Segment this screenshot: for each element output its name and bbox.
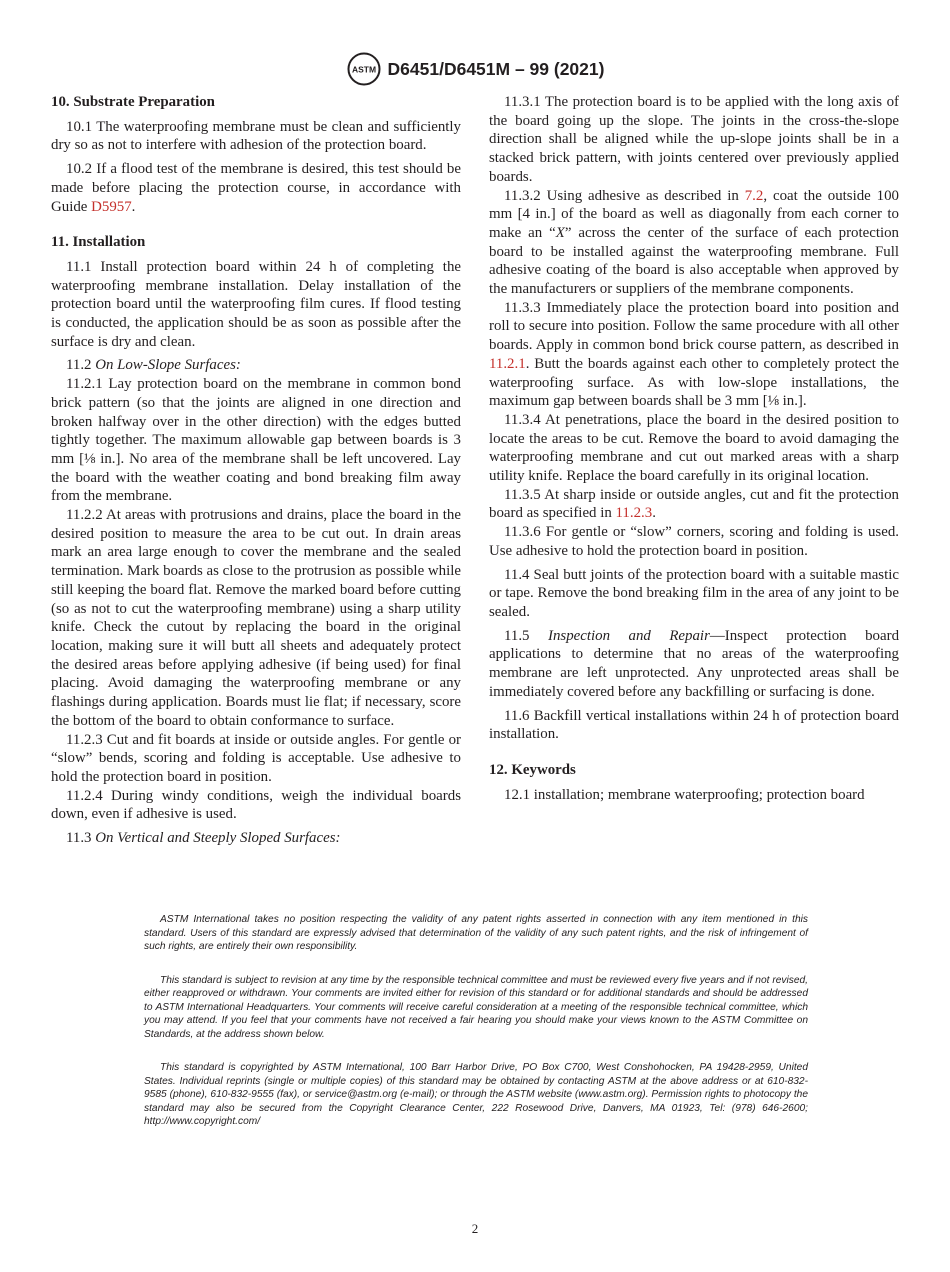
para-12-1: 12.1 installation; membrane waterproofing; protection board — [504, 786, 865, 803]
para-11-3-2-text: 11.3.2 Using adhesive as described in — [504, 187, 745, 204]
para-11-2-title: On Low-Slope Surfaces: — [95, 357, 241, 374]
para-11-2-1: 11.2.1 Lay protection board on the membrane in common bond brick pattern (so that the joints are aligned in one direction and broken halfway over in the other direction) with the edges butted tightly together. The maximum allowable gap between boards is 3 mm [⅛ in.]. No area of the membrane shall be left uncovered. Lay the board with the weather coating and bond breaking film away from the membrane. — [51, 376, 461, 505]
para-11-6: 11.6 Backfill vertical installations within 24 h of protection board installation. — [489, 707, 899, 743]
para-10-1: 10.1 The waterproofing membrane must be clean and sufficiently dry so as not to interfere with adhesion of the protection board. — [51, 118, 461, 154]
para-11-5-title: Inspection and Repair — [548, 627, 710, 644]
section-12-heading: 12. Keywords — [489, 761, 576, 778]
para-11-5 — [489, 627, 899, 702]
legal-notices — [144, 913, 808, 1149]
para-11-2 — [51, 356, 461, 375]
para-10-2-text: 10.2 If a flood test of the membrane is desired, this test should be made before placing the protection course, in accordance with Guide — [51, 161, 461, 215]
link-7-2[interactable]: 7.2 — [744, 187, 764, 204]
para-10-2-end: . — [131, 198, 136, 215]
para-11-3-2-text-b: , coat the outside 100 mm [4 in.] of the board as well as diagonally from each corner to make an “ — [489, 187, 899, 241]
patent-notice: ASTM International takes no position respecting the validity of any patent rights asserted in connection with any item mentioned in this standard. Users of this standard are expressly advised that determination of the validity of any such patent rights, and the risk of infringement of such rights, are entirely their own responsibility. — [144, 914, 808, 952]
para-11-3-5-end: . — [652, 505, 656, 522]
left-column — [51, 93, 461, 848]
para-11-3 — [51, 829, 461, 848]
para-11-3-title: On Vertical and Steeply Sloped Surfaces: — [95, 830, 341, 847]
right-column — [489, 93, 899, 804]
section-11-heading: 11. Installation — [51, 234, 146, 251]
section-10-heading: 10. Substrate Preparation — [51, 94, 215, 110]
para-11-2-number: 11.2 — [66, 357, 96, 374]
para-11-2-4: 11.2.4 During windy conditions, weigh the individual boards down, even if adhesive is used. — [51, 787, 461, 823]
revision-notice: This standard is subject to revision at any time by the responsible technical committee and must be reviewed every five years and if not revised, either reapproved or withdrawn. Your comments are invited either for revision of this standard or for additional standards and should be addressed to ASTM International Headquarters. Your comments will receive careful consideration at a meeting of the responsible technical committee, which you may attend. If you feel that your comments have not received a fair hearing you should make your views known to the ASTM Committee on Standards, at the address shown below. — [144, 974, 808, 1040]
para-11-5-body: —Inspect protection board applications to determine that no areas of the waterproofing membrane are left unprotected. Any unprotected areas shall be immediately covered before any backfilling or surfacing is done. — [489, 627, 900, 700]
para-11-5-number: 11.5 — [504, 627, 548, 644]
link-11-2-1[interactable]: 11.2.1 — [489, 355, 526, 372]
para-11-3-3-text: 11.3.3 Immediately place the protection board into position and roll to secure into position. Follow the same procedure with all other boards. Apply in common bond brick course pattern, as described in — [489, 299, 899, 354]
para-11-4: 11.4 Seal butt joints of the protection board with a suitable mastic or tape. Remove the bond breaking film in the area of any joint to be sealed. — [489, 566, 899, 620]
link-d5957[interactable]: D5957 — [91, 198, 132, 215]
para-11-3-5-text: 11.3.5 At sharp inside or outside angles, cut and fit the protection board as specified in — [489, 486, 899, 522]
para-11-3-number: 11.3 — [66, 830, 96, 847]
para-11-3-5 — [489, 486, 899, 523]
para-11-3-2-x: X — [555, 224, 565, 241]
para-10-2 — [51, 160, 461, 216]
logo-text: ASTM — [351, 64, 376, 75]
para-11-3-3 — [489, 299, 899, 411]
link-11-2-3[interactable]: 11.2.3 — [615, 505, 653, 522]
page-header — [0, 52, 950, 86]
astm-logo-icon — [346, 52, 382, 86]
para-11-3-6: 11.3.6 For gentle or “slow” corners, scoring and folding is used. Use adhesive to hold the protection board in position. — [489, 524, 899, 559]
para-11-2-3: 11.2.3 Cut and fit boards at inside or outside angles. For gentle or “slow” bends, scoring and folding is acceptable. Use adhesive to hold the protection board in position. — [51, 731, 461, 785]
para-11-1: 11.1 Install protection board within 24 h of completing the waterproofing membrane installation. Delay installation of the protection board until the waterproofing film cures. If flood testing is conducted, the application should be as soon as possible after the surface is dry and clean. — [51, 258, 461, 350]
para-11-3-1: 11.3.1 The protection board is to be applied with the long axis of the board going up the slope. The joints in the cross-the-slope direction shall be aligned while the up-slope joints shall be in a stacked brick pattern, with joints centered over previously applied boards. — [489, 94, 899, 185]
para-11-3-3-text-b: . Butt the boards against each other to completely protect the waterproofing surface. As with low-slope installations, the maximum gap between boards shall be 3 mm [⅛ in.]. — [489, 355, 899, 410]
standard-designation: D6451/D6451M – 99 (2021) — [387, 58, 605, 79]
copyright-notice: This standard is copyrighted by ASTM International, 100 Barr Harbor Drive, PO Box C700, West Conshohocken, PA 19428-2959, United States. Individual reprints (single or multiple copies) of this standard may be obtained by contacting ASTM at the above address or at 610-832-9585 (phone), 610-832-9555 (fax), or service@astm.org (e-mail); or through the ASTM website (www.astm.org). Permission rights to photocopy the standard may also be secured from the Copyright Clearance Center, 222 Rosewood Drive, Danvers, MA 01923, Tel: (978) 646-2600; http://www.copyright.com/ — [144, 1062, 808, 1127]
para-11-2-2: 11.2.2 At areas with protrusions and drains, place the board in the desired position to measure the area to be cut out. In drain areas mark an area large enough to cover the membrane and the sealed termination. Mark boards as close to the protrusion as possible while still keeping the board flat. Remove the marked board before cutting (so as not to cut the waterproofing membrane) using a sharp utility knife. Check the cutout by replacing the board in the original location, making sure it will butt all sheets and adequately protect the desired areas before applying adhesive (if being used) for final placing. Avoid damaging the waterproofing membrane or any flashings during application. Boards must lie flat; if necessary, score the bottom of the board to obtain conformance to surface. — [51, 507, 461, 729]
para-11-3-4: 11.3.4 At penetrations, place the board in the desired position to locate the areas to be cut. Remove the board to avoid damaging the waterproofing membrane and cut out marked areas with a sharp utility knife. Replace the board carefully in its original location. — [489, 411, 899, 485]
para-11-3-2-text-c: ” across the center of the surface of each protection board to be installed against the waterproofing membrane. Full adhesive coating of the board is also acceptable when approved by the manufacturers or suppliers of the membrane components. — [489, 224, 900, 298]
para-11-3-2 — [489, 187, 899, 299]
page-number: 2 — [471, 1221, 479, 1236]
